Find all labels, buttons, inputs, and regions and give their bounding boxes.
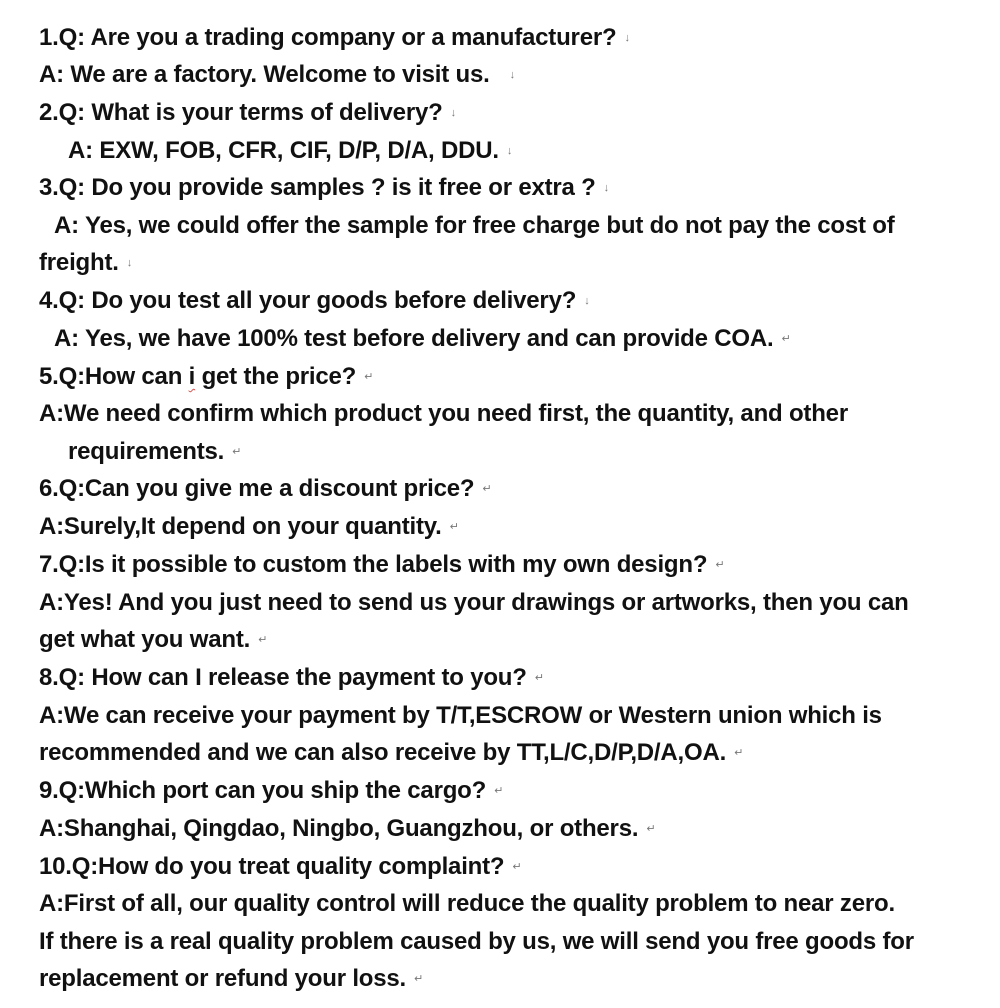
question-6-text: 6.Q:Can you give me a discount price? (39, 475, 475, 502)
answer-3-text-2: freight. (39, 249, 119, 276)
answer-7-text-1: A:Yes! And you just need to send us your drawings or artworks, then you can (39, 589, 909, 616)
paragraph-mark-icon: ↓ (450, 107, 456, 120)
paragraph-mark-icon: ↓ (509, 69, 515, 82)
paragraph-mark-icon: ↵ (715, 559, 725, 572)
question-8 (39, 660, 544, 696)
question-9 (39, 773, 503, 809)
question-4 (39, 283, 590, 319)
question-6 (39, 471, 491, 507)
question-4-text: 4.Q: Do you test all your goods before delivery? (39, 287, 577, 314)
question-5-text-before: 5.Q:How can (39, 363, 189, 390)
answer-4-text: A: Yes, we have 100% test before delivery and can provide COA. (54, 325, 774, 352)
question-5 (39, 359, 373, 395)
paragraph-mark-icon: ↵ (414, 973, 424, 986)
answer-8-text-1: A:We can receive your payment by T/T,ESCROW or Western union which is (39, 702, 882, 729)
answer-3-line-1 (54, 208, 895, 244)
answer-10-line-3 (39, 961, 423, 997)
answer-2-text: A: EXW, FOB, CFR, CIF, D/P, D/A, DDU. (68, 137, 499, 164)
question-2 (39, 95, 456, 131)
paragraph-mark-icon: ↵ (449, 521, 459, 534)
answer-3-line-2 (39, 245, 132, 281)
paragraph-mark-icon: ↵ (534, 672, 544, 685)
question-5-text-after: get the price? (195, 363, 357, 390)
answer-6-text: A:Surely,It depend on your quantity. (39, 513, 442, 540)
spellcheck-word: i (188, 363, 196, 390)
paragraph-mark-icon: ↓ (624, 32, 630, 45)
question-7 (39, 547, 724, 583)
question-1-text: 1.Q: Are you a trading company or a manufacturer? (39, 24, 617, 51)
question-7-text: 7.Q:Is it possible to custom the labels with my own design? (39, 551, 708, 578)
question-3-text: 3.Q: Do you provide samples ? is it free or extra ? (39, 174, 596, 201)
answer-10-line-2 (39, 924, 914, 960)
answer-10-text-1: A:First of all, our quality control will reduce the quality problem to near zero. (39, 890, 895, 917)
answer-10-text-3: replacement or refund your loss. (39, 965, 407, 992)
answer-7-line-1 (39, 585, 909, 621)
question-1 (39, 20, 630, 56)
answer-8-text-2: recommended and we can also receive by TT,L/C,D/P,D/A,OA. (39, 739, 727, 766)
answer-3-text-1: A: Yes, we could offer the sample for free charge but do not pay the cost of (54, 212, 895, 239)
answer-8-line-1 (39, 698, 882, 734)
paragraph-mark-icon: ↵ (512, 861, 522, 874)
answer-5-text-1: A:We need confirm which product you need first, the quantity, and other (39, 400, 848, 427)
answer-9-text: A:Shanghai, Qingdao, Ningbo, Guangzhou, or others. (39, 815, 639, 842)
answer-1-text: A: We are a factory. Welcome to visit us. (39, 61, 490, 88)
answer-2 (68, 133, 512, 169)
answer-5-line-2 (68, 434, 241, 470)
answer-1 (39, 57, 515, 93)
paragraph-mark-icon: ↵ (781, 333, 791, 346)
question-10-text: 10.Q:How do you treat quality complaint? (39, 853, 505, 880)
paragraph-mark-icon: ↓ (603, 182, 609, 195)
question-3 (39, 170, 609, 206)
answer-6 (39, 509, 459, 545)
paragraph-mark-icon: ↵ (646, 823, 656, 836)
question-8-text: 8.Q: How can I release the payment to you? (39, 664, 527, 691)
answer-7-line-2 (39, 622, 267, 658)
question-2-text: 2.Q: What is your terms of delivery? (39, 99, 443, 126)
paragraph-mark-icon: ↵ (482, 483, 492, 496)
answer-7-text-2: get what you want. (39, 626, 251, 653)
answer-5-line-1 (39, 396, 848, 432)
paragraph-mark-icon: ↵ (734, 747, 744, 760)
question-10 (39, 849, 521, 885)
answer-4 (54, 321, 790, 357)
answer-5-text-2: requirements. (68, 438, 225, 465)
paragraph-mark-icon: ↵ (258, 634, 268, 647)
paragraph-mark-icon: ↓ (584, 295, 590, 308)
answer-10-line-1 (39, 886, 895, 922)
paragraph-mark-icon: ↵ (494, 785, 504, 798)
answer-9 (39, 811, 655, 847)
paragraph-mark-icon: ↓ (506, 145, 513, 158)
paragraph-mark-icon: ↓ (126, 257, 133, 270)
paragraph-mark-icon: ↵ (364, 371, 374, 384)
question-9-text: 9.Q:Which port can you ship the cargo? (39, 777, 487, 804)
answer-10-text-2: If there is a real quality problem caused by us, we will send you free goods for (39, 928, 914, 955)
paragraph-mark-icon: ↵ (232, 446, 242, 459)
answer-8-line-2 (39, 735, 743, 771)
